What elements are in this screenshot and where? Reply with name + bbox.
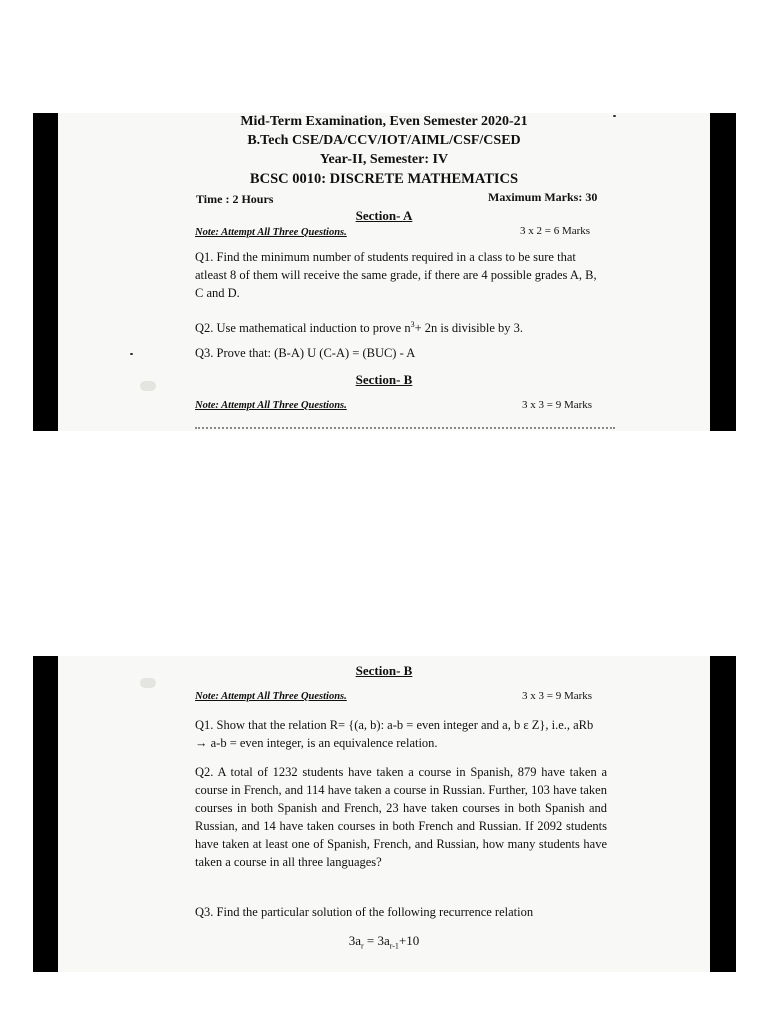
recurrence-relation-equation: $3a_r = 3a_{r-1}+10$ [348,933,420,951]
section-a-note: Note: Attempt All Three Questions. [195,227,347,238]
section-b-heading: Section- B [355,372,413,387]
section-b-note: Note: Attempt All Three Questions. [195,691,347,702]
program-list: B.Tech CSE/DA/CCV/IOT/AIML/CSF/CSED [247,133,521,148]
scan-smudge [140,678,156,688]
scan-speck [130,353,133,355]
paper-sheet [58,113,710,431]
course-title: BCSC 0010: DISCRETE MATHEMATICS [249,171,519,187]
section-b-question-1: Q1. Show that the relation R= {(a, b): a-b = even integer and a, b ε Z}, i.e., aRb → a-b = even integer, is an equivalence relation. [195,718,594,750]
section-a-heading: Section- A [355,208,413,223]
section-b-heading: Section- B [355,663,413,678]
right-black-border [710,113,736,431]
max-marks: Maximum Marks: 30 [488,190,598,204]
section-a-marks: 3 x 2 = 6 Marks [520,225,591,237]
paper-sheet [58,656,710,972]
left-black-border [33,656,58,972]
section-b-marks: 3 x 3 = 9 Marks [522,690,593,702]
section-b-question-3: Q3. Find the particular solution of the following recurrence relation [195,905,534,919]
section-b-note: Note: Attempt All Three Questions. [195,400,347,411]
section-b-question-2: Q2. A total of 1232 students have taken a course in Spanish, 879 have taken a course in French, and 114 have taken a course in Russian. Further, 103 have taken courses in both Spanish and French, 23 have taken courses in both Spanish and Russian, and 14 have taken courses in both French and Russian. If 2092 students have taken at least one of Spanish, French, and Russian, how many students have taken a course in all three languages? [195,765,607,869]
exam-page-2 [33,656,736,972]
exam-title: Mid-Term Examination, Even Semester 2020-21 [240,114,528,129]
section-b-marks: 3 x 3 = 9 Marks [522,399,593,411]
cut-off-text-line [195,427,615,431]
exam-page-1 [33,113,736,431]
left-black-border [33,113,58,431]
exam-time: Time : 2 Hours [196,192,274,206]
right-black-border [710,656,736,972]
section-a-question-2: Q2. Use mathematical induction to prove $n^3+ 2n$ is divisible by 3. [195,320,524,336]
year-semester: Year-II, Semester: IV [319,152,449,167]
section-a-question-3: Q3. Prove that: (B-A) U (C-A) = (BUC) - A [195,346,416,360]
section-a-question-1: Q1. Find the minimum number of students required in a class to be sure that atleast 8 of them will receive the same grade, if there are 4 possible grades A, B, C and D. [195,250,597,300]
